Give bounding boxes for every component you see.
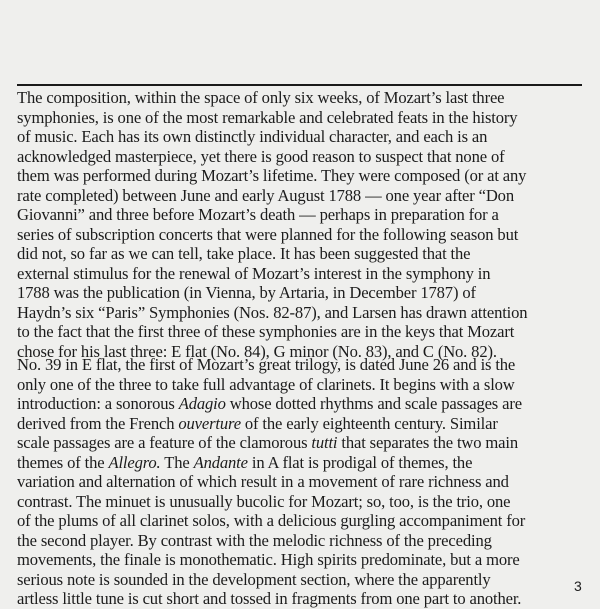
horizontal-rule bbox=[17, 84, 582, 86]
text-segment: The bbox=[160, 452, 194, 472]
paragraph-2 bbox=[17, 355, 592, 609]
text-segment: serious note is sounded in the development section, where the apparently bbox=[17, 569, 491, 589]
text-line bbox=[17, 375, 592, 395]
text-line bbox=[17, 355, 592, 375]
text-line bbox=[17, 414, 592, 434]
text-line bbox=[17, 433, 592, 453]
text-line bbox=[17, 303, 592, 323]
text-line bbox=[17, 492, 592, 512]
italic-term: Allegro. bbox=[108, 452, 161, 472]
page-number: 3 bbox=[574, 578, 582, 594]
text-line bbox=[17, 511, 592, 531]
text-line bbox=[17, 531, 592, 551]
text-segment: did not, so far as we can tell, take place. It has been suggested that the bbox=[17, 244, 471, 263]
text-line bbox=[17, 88, 592, 108]
text-segment: symphonies, is one of the most remarkable and celebrated feats in the history bbox=[17, 107, 518, 127]
text-segment: chose for his last three: E flat (No. 84), G minor (No. 83), and C (No. 82). bbox=[17, 341, 497, 361]
text-segment: The composition, within the space of only six weeks, of Mozart’s last three bbox=[17, 88, 505, 107]
text-line bbox=[17, 127, 592, 147]
text-segment: No. 39 in E flat, the first of Mozart’s great trilogy, is dated June 26 and is the bbox=[17, 355, 516, 374]
text-segment: of the early eighteenth century. Similar bbox=[240, 413, 498, 433]
italic-term: tutti bbox=[311, 433, 338, 452]
text-line bbox=[17, 472, 592, 492]
text-segment: themes of the bbox=[17, 452, 109, 472]
text-segment: external stimulus for the renewal of Mozart’s interest in the symphony in bbox=[17, 263, 491, 283]
text-segment: whose dotted rhythms and scale passages are bbox=[225, 394, 522, 413]
text-line bbox=[17, 322, 592, 342]
text-line bbox=[17, 453, 592, 473]
text-line bbox=[17, 394, 592, 414]
text-segment: series of subscription concerts that were planned for the following season but bbox=[17, 224, 519, 244]
text-line bbox=[17, 264, 592, 284]
text-segment: contrast. The minuet is unusually bucolic for Mozart; so, too, is the trio, one bbox=[17, 491, 511, 511]
text-segment: scale passages are a feature of the clamorous bbox=[17, 433, 312, 452]
text-line bbox=[17, 225, 592, 245]
text-segment: the second player. By contrast with the melodic richness of the preceding bbox=[17, 530, 492, 550]
italic-term: Adagio bbox=[178, 394, 226, 413]
text-segment: Haydn’s six “Paris” Symphonies (Nos. 82-87), and Larsen has drawn attention bbox=[17, 302, 528, 322]
text-segment: rate completed) between June and early August 1788 — one year after “Don bbox=[17, 185, 514, 205]
text-line bbox=[17, 147, 592, 167]
text-line bbox=[17, 244, 592, 264]
text-segment: them was performed during Mozart’s lifetime. They were composed (or at any bbox=[17, 166, 527, 185]
paragraph-1 bbox=[17, 88, 592, 361]
text-segment: that separates the two main bbox=[337, 433, 518, 452]
text-segment: 1788 was the publication (in Vienna, by Artaria, in December 1787) of bbox=[17, 283, 476, 302]
text-segment: in A flat is prodigal of themes, the bbox=[247, 452, 473, 472]
text-segment: derived from the French bbox=[17, 413, 179, 433]
text-segment: of the plums of all clarinet solos, with a delicious gurgling accompaniment for bbox=[17, 511, 526, 530]
text-segment: artless little tune is cut short and tossed in fragments from one part to another. bbox=[17, 589, 522, 608]
italic-term: Andante bbox=[193, 452, 248, 472]
text-segment: to the fact that the first three of these symphonies are in the keys that Mozart bbox=[17, 322, 515, 341]
text-segment: Giovanni” and three before Mozart’s death — perhaps in preparation for a bbox=[17, 205, 499, 224]
italic-term: ouverture bbox=[178, 413, 241, 433]
text-line bbox=[17, 166, 592, 186]
text-line bbox=[17, 570, 592, 590]
text-line bbox=[17, 550, 592, 570]
text-line bbox=[17, 108, 592, 128]
text-segment: of music. Each has its own distinctly individual character, and each is an bbox=[17, 127, 488, 146]
text-segment: introduction: a sonorous bbox=[17, 394, 179, 413]
text-segment: variation and alternation of which result in a movement of rare richness and bbox=[17, 472, 509, 491]
text-line bbox=[17, 205, 592, 225]
text-line bbox=[17, 186, 592, 206]
text-segment: movements, the finale is monothematic. High spirits predominate, but a more bbox=[17, 550, 520, 569]
text-line bbox=[17, 283, 592, 303]
text-segment: only one of the three to take full advantage of clarinets. It begins with a slow bbox=[17, 374, 515, 394]
text-segment: acknowledged masterpiece, yet there is good reason to suspect that none of bbox=[17, 146, 505, 166]
